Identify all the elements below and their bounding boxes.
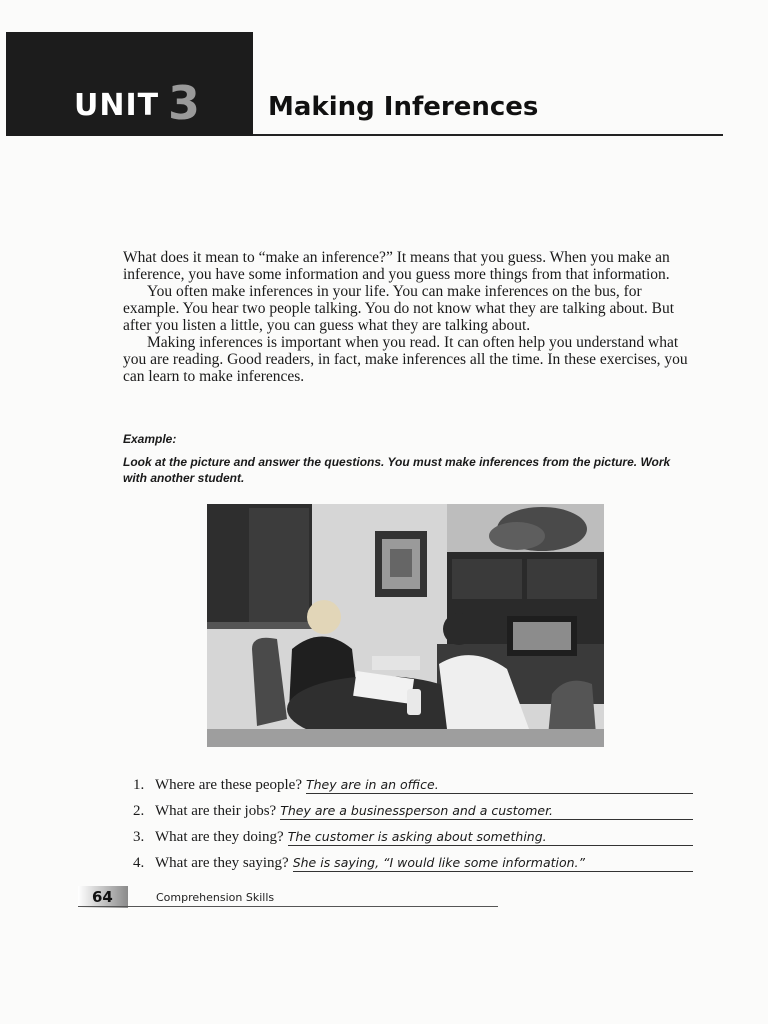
answer-line[interactable]: She is saying, “I would like some information.” — [293, 855, 693, 872]
page-number-tab — [78, 886, 128, 908]
footer-rule — [78, 906, 498, 907]
title-rule — [253, 134, 723, 136]
question-text: Where are these people? — [155, 777, 302, 793]
question-number: 2. — [133, 803, 145, 819]
question-text: What are their jobs? — [155, 803, 277, 819]
unit-number: 3 — [168, 76, 201, 130]
question-number: 1. — [133, 777, 145, 793]
example-instructions: Look at the picture and answer the questions. You must make inferences from the picture. Work with another student. — [123, 455, 671, 485]
answer-line[interactable]: They are in an office. — [306, 777, 693, 794]
book-title: Comprehension Skills — [156, 891, 275, 904]
office-photo — [207, 504, 604, 747]
question-item — [133, 794, 693, 820]
question-list — [133, 768, 693, 872]
chapter-title: Making Inferences — [268, 92, 539, 122]
example-label: Example: — [123, 432, 177, 446]
question-number: 3. — [133, 829, 145, 845]
page-number: 64 — [92, 888, 113, 906]
question-item — [133, 846, 693, 872]
answer-line[interactable]: They are a businessperson and a customer. — [280, 803, 693, 820]
question-text: What are they saying? — [155, 855, 289, 871]
intro-paragraph: What does it mean to “make an inference?” It means that you guess. When you make an inference, you have some information and you guess more things from that information. — [123, 249, 670, 283]
unit-label: UNIT — [74, 88, 160, 123]
office-photo-illustration — [207, 504, 604, 747]
question-number: 4. — [133, 855, 145, 871]
answer-line[interactable]: The customer is asking about something. — [288, 829, 693, 846]
question-item — [133, 820, 693, 846]
intro-paragraph: You often make inferences in your life. You can make inferences on the bus, for example. You hear two people talking. You do not know what they are talking about. But after you listen a little, you can guess what they are talking about. — [123, 283, 675, 334]
intro-paragraph: Making inferences is important when you read. It can often help you understand what you are reading. Good readers, in fact, make inferences all the time. In these exercises, you can learn to make inferences. — [123, 334, 688, 385]
intro-text — [123, 249, 688, 385]
question-text: What are they doing? — [155, 829, 284, 845]
question-item — [133, 768, 693, 794]
